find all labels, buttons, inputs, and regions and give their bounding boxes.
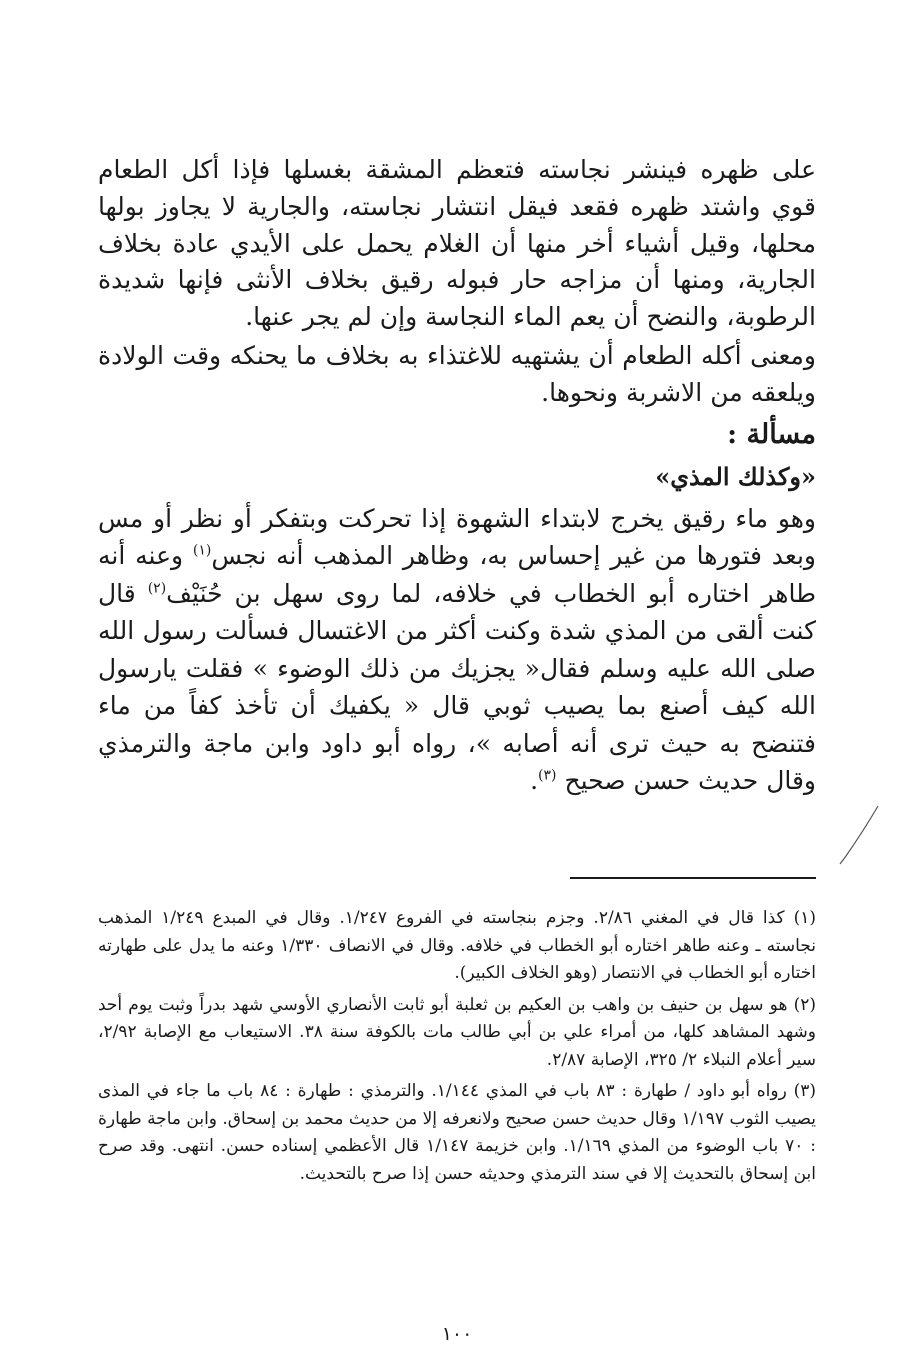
footnote-ref-2: (٢) — [147, 580, 167, 597]
paragraph-3-part-b: وعنه أنه طاهر اختاره أبو الخطاب في خلافه، لما روى سهل بن حُنَيْف — [98, 541, 816, 608]
footnotes-block — [98, 905, 816, 1192]
page-number: ١٠٠ — [441, 1323, 473, 1345]
paragraph-2: ومعنى أكله الطعام أن يشتهيه للاغتذاء به بخلاف ما يحنكه وقت الولادة ويلعقه من الاشربة ونحوها. — [98, 340, 816, 407]
main-text-body — [98, 152, 816, 800]
paragraph-3-part-c: قال كنت ألقى من المذي شدة وكنت أكثر من الاغتسال فسألت رسول الله صلى الله عليه وسلم فقال« يجزيك من ذلك الوضوء » فقلت يارسول الله كيف أصنع بما يصيب ثوبي قال « يكفيك أن تأخذ كفاً من ماء فتنضح به حيث ترى أنه أصابه »، رواه أبو داود وابن ماجة والترمذي وقال حديث حسن صحيح — [98, 578, 816, 796]
footnote-ref-3: (٣) — [538, 767, 557, 784]
footnote-3: (٣) رواه أبو داود / طهارة : ٨٣ باب في المذي ١/١٤٤. والترمذي : طهارة : ٨٤ باب ما جاء في المذى يصيب الثوب ١/١٩٧ وقال حديث حسن صحيح ولانعرفه إلا من حديث محمد بن إسحاق. وابن ماجة طهارة : ٧٠ باب الوضوء من المذي ١/١٦٩. وابن خزيمة ١/١٤٧ قال الأعظمي إسناده حسن. انتهى. وقد صرح ابن إسحاق بالتحديث إلا في سند الترمذي وحديثه حسن إذا صرح بالتحديث. — [98, 1081, 816, 1184]
section-subheading: «وكذلك المذي» — [655, 461, 816, 491]
margin-pen-mark — [834, 800, 884, 870]
footnote-ref-1: (١) — [192, 542, 212, 559]
footnote-1: (١) كذا قال في المغني ٢/٨٦. وجزم بنجاسته في الفروع ١/٢٤٧. وقال في المبدع ١/٢٤٩ المذهب نجاسته ـ وعنه طاهر اختاره أبو الخطاب في خلافه. وقال في الانصاف ١/٣٣٠ وعنه ما يدل على طهارته اختاره أبو الخطاب في الانتصار (وهو الخلاف الكبير). — [98, 908, 816, 983]
footnote-2: (٢) هو سهل بن حنيف بن واهب بن العكيم بن ثعلبة أبو ثابت الأنصاري الأوسي شهد بدراً وثبت يوم أحد وشهد المشاهد كلها، من أمراء علي بن أبي طالب مات بالكوفة سنة ٣٨. الاستيعاب مع الإصابة ٢/٩٢، سير أعلام النبلاء ٢/ ٣٢٥، الإصابة ٢/٨٧. — [98, 994, 816, 1070]
paragraph-3 — [98, 500, 816, 800]
paragraph-1: على ظهره فينشر نجاسته فتعظم المشقة بغسلها فإذا أكل الطعام قوي واشتد ظهره فقعد فيقل انتشار نجاسته، والجارية لا يجاوز بولها محلها، وقيل أشياء أخر منها أن الغلام يحمل على الأيدي عادة بخلاف الجارية، ومنها أن مزاجه حار فبوله رقيق بخلاف الأنثى فإنها شديدة الرطوبة، والنضح أن يعم الماء النجاسة وإن لم يجر عنها. — [98, 155, 816, 332]
paragraph-3-end: . — [530, 766, 539, 796]
footnote-separator-rule — [570, 877, 816, 879]
paragraph-3-part-a: وهو ماء رقيق يخرج لابتداء الشهوة إذا تحركت وبتفكر أو نظر أو مس وبعد فتورها من غير إحساس به، وظاهر المذهب أنه نجس — [98, 503, 816, 571]
section-heading: مسألة : — [727, 418, 816, 450]
